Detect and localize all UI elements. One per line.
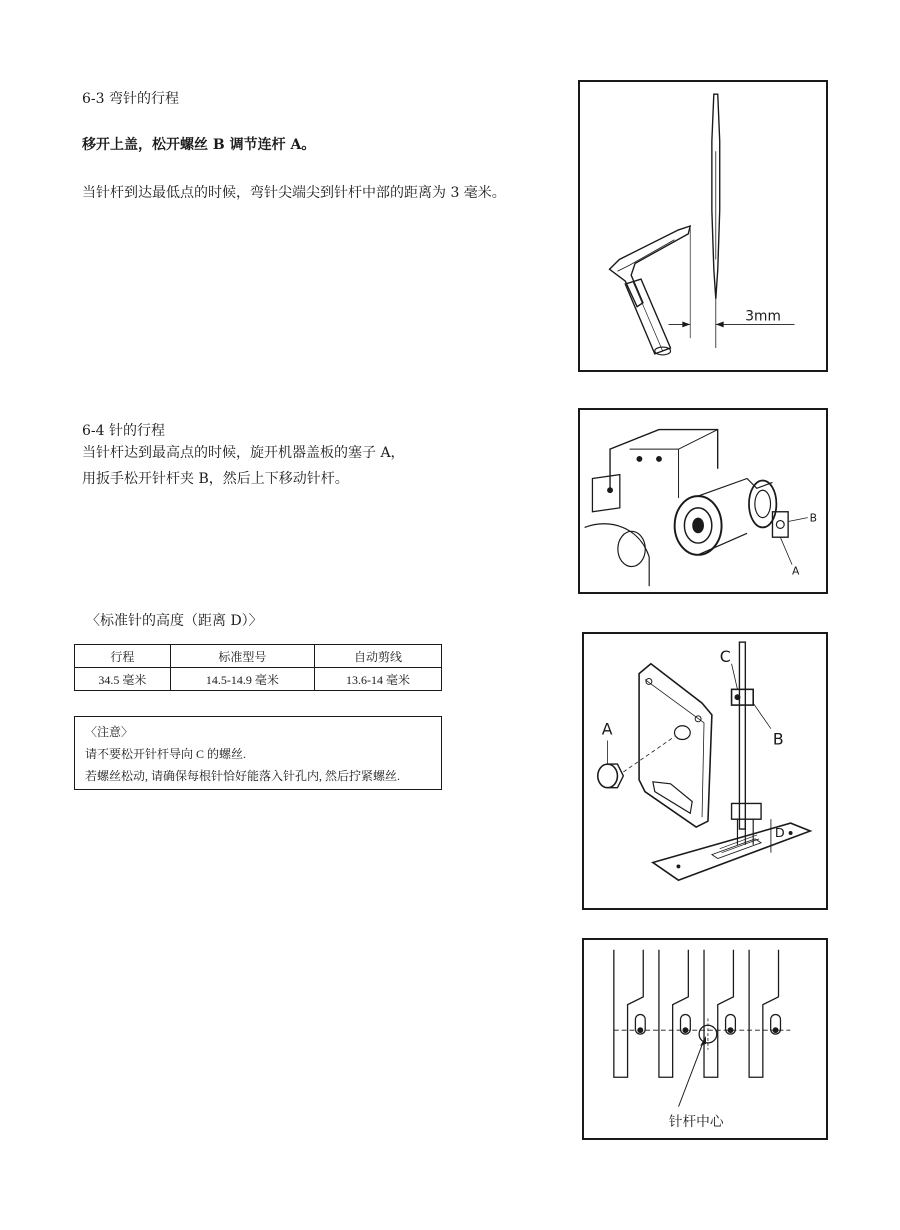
note-line1: 请不要松开针杆导向 C 的螺丝. (85, 747, 247, 761)
table-header-cell: 自动剪线 (315, 645, 442, 668)
table-row (75, 668, 442, 691)
table-header-row (75, 645, 442, 668)
section-6-4-heading: 6-4 针的行程 (82, 423, 165, 439)
table-cell: 34.5 毫米 (75, 668, 171, 691)
table-header-cell: 标准型号 (170, 645, 314, 668)
dimension-3mm-label: 3mm (745, 308, 781, 325)
note-line2: 若螺丝松动, 请确保每根针恰好能落入针孔内, 然后拧紧螺丝. (85, 769, 401, 783)
section-6-4-line2: 用扳手松开针杆夹 B，然后上下移动针杆。 (82, 471, 349, 487)
machine-clamp-illustration (580, 410, 826, 592)
section-6-3-heading: 6-3 弯针的行程 (82, 91, 179, 107)
label-plug-a: A (601, 719, 613, 739)
note-title: 〈注意〉 (85, 725, 134, 739)
figure-needle-bar-clamp (578, 408, 828, 594)
needle-center-illustration (584, 940, 826, 1138)
table-cell: 13.6-14 毫米 (315, 668, 442, 691)
figure-looper-stroke (578, 80, 828, 372)
table-cell: 14.5-14.9 毫米 (170, 668, 314, 691)
section-6-4-line1: 当针杆达到最高点的时候，旋开机器盖板的塞子 A， (82, 445, 405, 461)
standard-needle-height-table (74, 644, 442, 691)
caution-note-box (74, 716, 442, 790)
table-header-cell: 行程 (75, 645, 171, 668)
figure-needle-bar-guide (582, 632, 828, 910)
label-clamp-b: B (772, 729, 784, 749)
looper-needle-illustration (580, 82, 826, 370)
label-plug-a: A (792, 564, 800, 578)
label-clamp-b: B (809, 511, 818, 525)
section-6-3-line2: 当针杆到达最低点的时候，弯针尖端尖到针杆中部的距离为 3 毫米。 (82, 185, 506, 201)
label-needle-center: 针杆中心 (668, 1114, 724, 1131)
label-guide-c: C (719, 646, 731, 666)
needle-bar-guide-illustration (584, 634, 826, 908)
figure-needle-center (582, 938, 828, 1140)
section-6-3-line1: 移开上盖，松开螺丝 B 调节连杆 A。 (82, 137, 316, 153)
table-caption: 〈标准针的高度（距离 D）〉 (86, 613, 263, 629)
label-distance-d: D (774, 825, 785, 841)
